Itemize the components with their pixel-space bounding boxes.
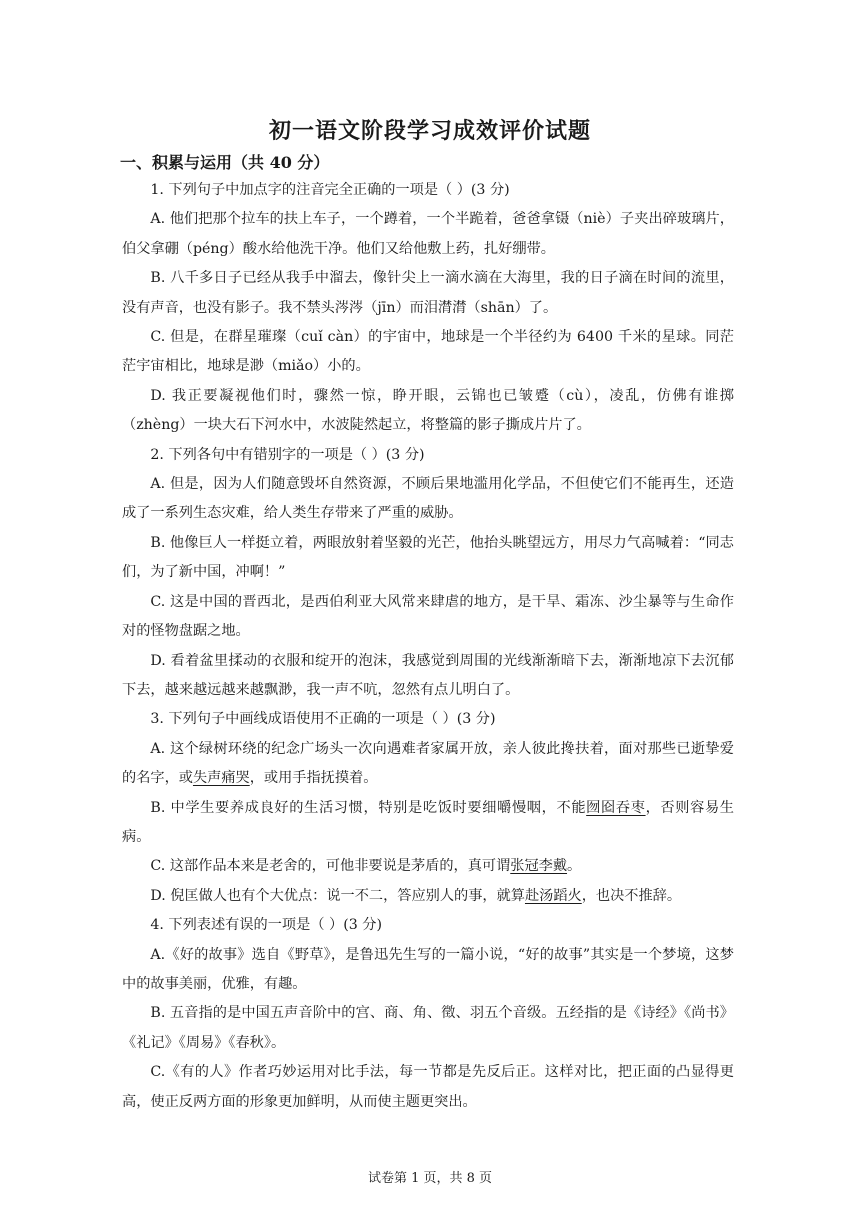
option-text: ，也决不推辞。 [581,887,682,904]
question-1-option-d: D. 我正要凝视他们时，骤然一惊，睁开眼，云锦也已皱蹙（cù），凌乱，仿佛有谁掷（zhèng）一块大石下河水中，水波陡然起立，将整篇的影子撕成片片了。 [122,387,734,434]
question-4-stem: 4. 下列表述有误的一项是（ ）(3 分) [150,917,382,934]
question-3-option-b [122,794,734,853]
question-2-option-a: A. 但是，因为人们随意毁坏自然资源，不顾后果地滥用化学品，不但使它们不能再生，还造成了一系列生态灾难，给人类生存带来了严重的威胁。 [122,476,734,522]
question-3-option-a [122,735,734,794]
option-text: 。 [567,858,582,875]
question-1-option-c: C. 但是，在群星璀璨（cuǐ càn）的宇宙中，地球是一个半径约为 6400 千米的星球。同茫茫宇宙相比，地球是渺（miǎo）小的。 [122,329,734,375]
underlined-idiom: 失声痛哭 [192,770,250,787]
question-2-option-b: B. 他像巨人一样挺立着，两眼放射着坚毅的光芒，他抬头眺望远方，用尽力气高喊着：“同志们，为了新中国，冲啊！” [122,534,734,581]
page-footer: 试卷第 1 页，共 8 页 [367,1171,493,1186]
questions-body [122,176,734,1117]
option-text: A. 这个绿树环绕的纪念广场头一次向遇难者家属开放，亲人彼此搀扶着，面对那些已逝挚爱的名字，或 [122,740,734,787]
question-1-stem: 1. 下列句子中加点字的注音完全正确的一项是（ ）(3 分) [150,182,510,198]
option-text: D. 倪匡做人也有个大优点：说一不二，答应别人的事，就算 [150,887,525,904]
question-4-option-b: B. 五音指的是中国五声音阶中的宫、商、角、徵、羽五个音级。五经指的是《诗经》《尚书》《礼记》《周易》《春秋》。 [122,1005,734,1051]
question-1-option-b: B. 八千多日子已经从我手中溜去，像针尖上一滴水滴在大海里，我的日子滴在时间的流里，没有声音，也没有影子。我不禁头涔涔（jīn）而泪潸潸（shān）了。 [122,270,734,316]
underlined-idiom: 赴汤蹈火 [524,887,582,904]
option-text: ，否则容易生病。 [122,799,734,845]
option-text: C. 这部作品本来是老舍的，可他非要说是茅盾的，真可谓 [150,858,511,875]
section-heading: 一、积累与运用（共 40 分） [120,153,330,172]
question-2-option-d: D. 看着盆里揉动的衣服和绽开的泡沫，我感觉到周围的光线渐渐暗下去，渐渐地凉下去沉郁下去，越来越远越来越飘渺，我一声不吭，忽然有点儿明白了。 [122,652,734,698]
question-4-option-c: C.《有的人》作者巧妙运用对比手法，每一节都是先反后正。这样对比，把正面的凸显得更高，使正反两方面的形象更加鲜明，从而使主题更突出。 [122,1064,734,1110]
question-4-option-a: A.《好的故事》选自《野草》，是鲁迅先生写的一篇小说，“好的故事”其实是一个梦境，这梦中的故事美丽，优雅，有趣。 [122,946,734,992]
page-title: 初一语文阶段学习成效评价试题 [268,118,591,144]
question-1-option-a: A. 他们把那个拉车的扶上车子，一个蹲着，一个半跪着，爸爸拿镊（niè）子夹出碎玻璃片，伯父拿硼（péng）酸水给他洗干净。他们又给他敷上药，扎好绷带。 [122,211,734,257]
option-text: ，或用手指抚摸着。 [249,770,378,787]
underlined-idiom: 张冠李戴 [510,858,568,875]
underlined-idiom: 囫囵吞枣 [586,799,646,816]
question-2-stem: 2. 下列各句中有错别字的一项是（ ）(3 分) [150,446,425,463]
question-3-option-d [122,882,734,911]
question-2-option-c: C. 这是中国的晋西北，是西伯利亚大风常来肆虐的地方，是干旱、霜冻、沙尘暴等与生命作对的怪物盘踞之地。 [122,593,734,640]
question-3-stem: 3. 下列句子中画线成语使用不正确的一项是（ ）(3 分) [150,711,496,728]
question-3-option-c [122,852,734,881]
option-text: B. 中学生要养成良好的生活习惯，特别是吃饭时要细嚼慢咽，不能 [150,799,587,816]
